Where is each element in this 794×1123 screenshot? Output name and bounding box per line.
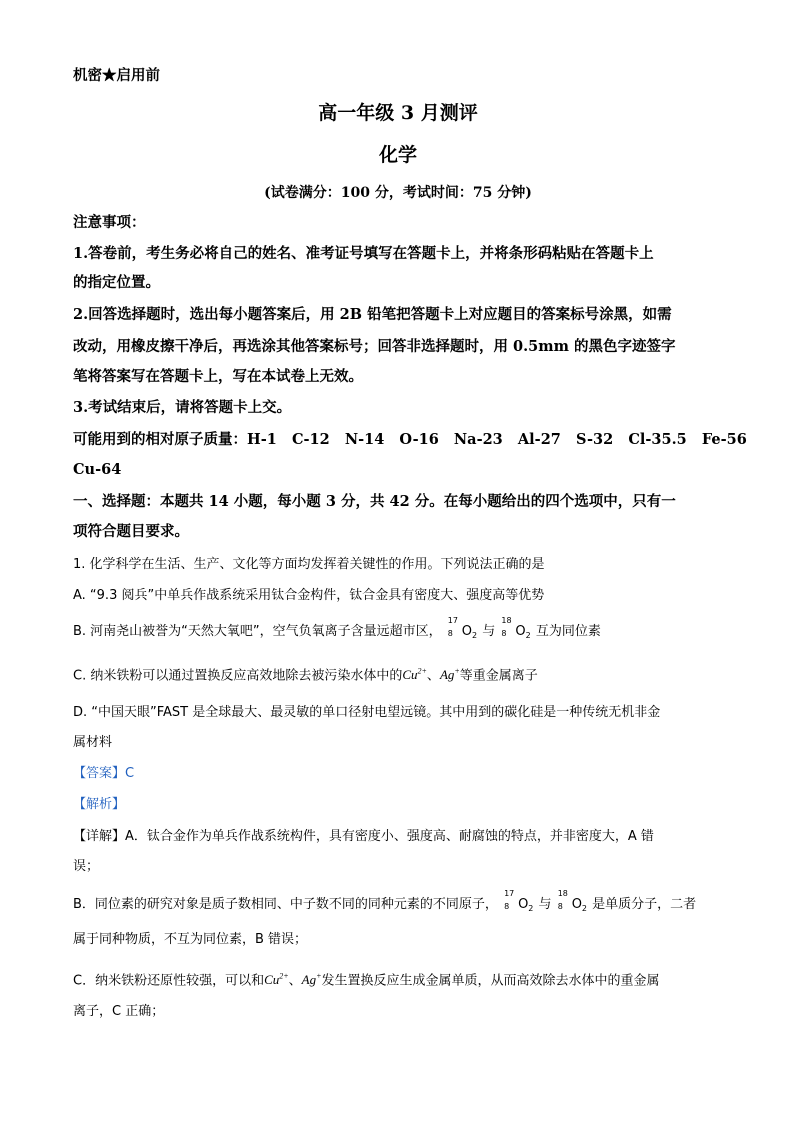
subject-title: 化学 (378, 144, 417, 166)
atomic-masses-line-1: 可能用到的相对原子质量：H-1 C-12 N-14 O-16 Na-23 Al-27 S-32 Cl-35.5 Fe-56 (73, 431, 747, 448)
note-2-line-1: 2.回答选择题时，选出每小题答案后，用 2B 铅笔把答题卡上对应题目的答案标号涂黑，如需 (73, 306, 672, 323)
section-1-line-1: 一、选择题：本题共 14 小题，每小题 3 分，共 42 分。在每小题给出的四个选项中，只有一 (73, 493, 676, 510)
explain-c-line-1: C．纳米铁粉还原性较强，可以和$Cu^{2+}$、Ag+发生置换反应生成金属单质，从而高效除去水体中的重金属 (73, 972, 660, 989)
explain-b-line-1: B．同位素的研究对象是质子数相同、中子数不同的同种元素的不同原子， 17 8 $O_2$ 与 18 8 $O_2$ 是单质分子，二者 (73, 895, 696, 919)
notes-heading: 注意事项： (73, 214, 146, 231)
isotope-o18-explain: 18 8 $O_2$ (557, 889, 588, 913)
explain-c-line-2: 离子，C 正确； (73, 1004, 165, 1019)
explain-a-line-1: 【详解】A．钛合金作为单兵作战系统构件，具有密度小、强度高、耐腐蚀的特点，并非密度大，A 错 (73, 829, 654, 844)
ag-ion-explain: Ag+ (301, 972, 322, 988)
explain-a-line-2: 误； (73, 859, 100, 874)
answer-label: 【答案】C (73, 766, 135, 781)
question-1-stem: 1. 化学科学在生活、生产、文化等方面均发挥着关键性的作用。下列说法正确的是 (73, 557, 545, 572)
ag-ion: Ag+ (439, 667, 460, 683)
cu-ion: $Cu^{2+}$ (402, 667, 427, 683)
exam-info: (试卷满分：100 分，考试时间：75 分钟) (264, 185, 532, 201)
option-d-line-1: D. “中国天眼”FAST 是全球最大、最灵敏的单口径射电望远镜。其中用到的碳化硅是一种传统无机非金 (73, 705, 661, 720)
atomic-masses-line-2: Cu-64 (73, 461, 122, 478)
note-3: 3.考试结束后，请将答题卡上交。 (73, 399, 292, 416)
isotope-o17-explain: 17 8 $O_2$ (504, 889, 534, 913)
option-c: C. 纳米铁粉可以通过置换反应高效地除去被污染水体中的$Cu^{2+}$、Ag+等重金属离子 (73, 667, 538, 684)
option-a: A. “9.3 阅兵”中单兵作战系统采用钛合金构件，钛合金具有密度大、强度高等优势 (73, 588, 545, 603)
option-d-line-2: 属材料 (73, 735, 113, 750)
option-b: B. 河南尧山被誉为“天然大氧吧”，空气负氧离子含量远超市区， 17 8 $O_2$ 与 18 8 $O_2$ 互为同位素 (73, 622, 601, 646)
exam-title: 高一年级 3 月测评 (318, 102, 478, 124)
cu-ion-explain: $Cu^{2+}$ (264, 972, 289, 988)
note-1-line-2: 的指定位置。 (73, 274, 160, 291)
section-1-line-2: 项符合题目要求。 (73, 523, 189, 540)
secret-label: 机密★启用前 (73, 67, 160, 84)
analysis-label: 【解析】 (73, 797, 126, 812)
note-2-line-2: 改动，用橡皮擦干净后，再选涂其他答案标号；回答非选择题时，用 0.5mm 的黑色字迹签字 (73, 338, 676, 355)
isotope-o18: 18 8 $O_2$ (501, 616, 531, 640)
note-2-line-3: 笔将答案写在答题卡上，写在本试卷上无效。 (73, 368, 363, 385)
note-1-line-1: 1.答卷前，考生务必将自己的姓名、准考证号填写在答题卡上，并将条形码粘贴在答题卡上 (73, 245, 654, 262)
explain-b-line-2: 属于同种物质，不互为同位素，B 错误； (73, 932, 308, 947)
isotope-o17: 17 8 $O_2$ (447, 616, 478, 640)
